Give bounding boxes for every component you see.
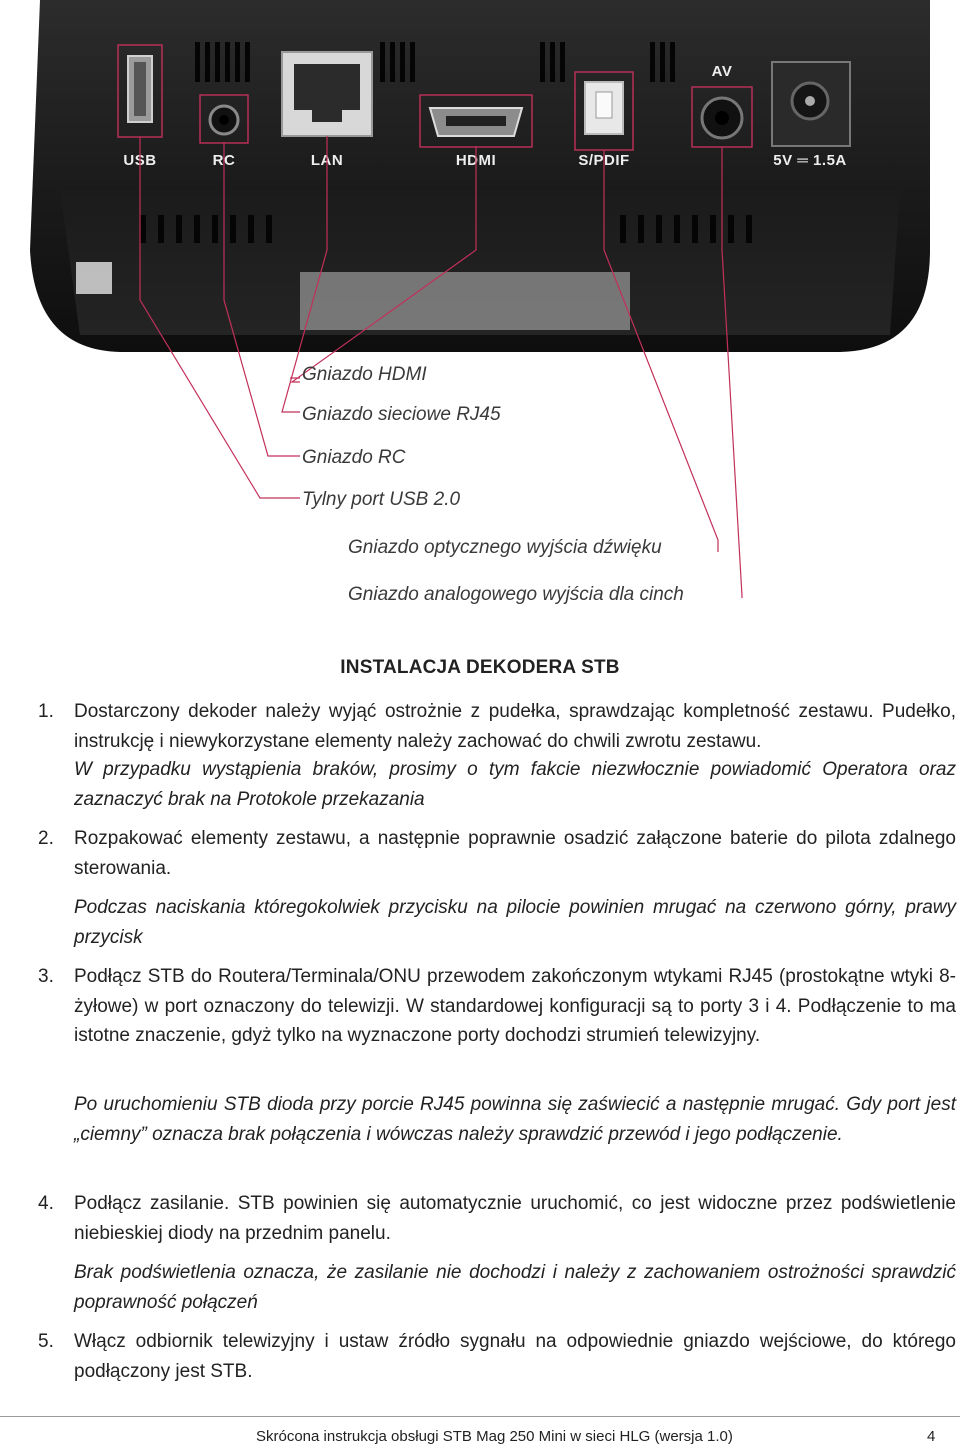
callout-rc: Gniazdo RC <box>302 447 406 468</box>
callout-labels <box>302 364 684 605</box>
port-label-spdif: S/PDIF <box>578 152 630 169</box>
port-label-lan: LAN <box>310 152 344 169</box>
step-1-text: Dostarczony dekoder należy wyjąć ostrożnie z pudełka, sprawdzając kompletność zestawu. Pudełko, instrukcję i niewykorzystane elementy należy zachować do chwili zwrotu zestawu. <box>74 701 956 752</box>
callout-rj45: Gniazdo sieciowe RJ45 <box>302 404 501 425</box>
step-1-note: W przypadku wystąpienia braków, prosimy o tym fakcie niezwłocznie powiadomić Operatora oraz zaznaczyć brak na Protokole przekazania <box>74 759 956 810</box>
lan-port <box>282 52 372 136</box>
page-number: 4 <box>927 1428 936 1445</box>
callout-analog-cinch: Gniazdo analogowego wyjścia dla cinch <box>348 584 684 605</box>
port-label-usb: USB <box>123 152 157 169</box>
step-1-number: 1. <box>38 701 54 722</box>
step-2-note: Podczas naciskania któregokolwiek przycisku na pilocie powinien mrugać na czerwono górny, prawy przycisk <box>74 897 956 948</box>
section-title: INSTALACJA DEKODERA STB <box>340 657 620 678</box>
stb-device-body <box>30 0 930 352</box>
step-3-text: Podłącz STB do Routera/Terminala/ONU przewodem zakończonym wtykami RJ45 (prostokątne wtyki 8-żyłowe) w port oznaczony do telewizji. W standardowej konfiguracji są to porty 3 i 4. Podłączenie to ma istotne znaczenie, gdyż tylko na wyznaczone porty dochodzi strumień telewizyjny. <box>74 966 956 1046</box>
port-label-power: 5V ═ 1.5A <box>773 152 847 169</box>
port-label-hdmi: HDMI <box>455 152 497 169</box>
footer-text: Skrócona instrukcja obsługi STB Mag 250 Mini w sieci HLG (wersja 1.0) <box>256 1428 733 1445</box>
callout-hdmi: Gniazdo HDMI <box>302 364 427 385</box>
power-port <box>772 62 850 146</box>
callout-optical-audio: Gniazdo optycznego wyjścia dźwięku <box>348 537 662 558</box>
port-label-av: AV <box>711 63 733 80</box>
step-4-number: 4. <box>38 1193 54 1214</box>
step-3-note: Po uruchomieniu STB dioda przy porcie RJ45 powinna się zaświecić a następnie mrugać. Gdy port jest „ciemny” oznacza brak połączenia i wówczas należy sprawdzić przewód i jego podłączenie. <box>74 1094 956 1145</box>
port-label-rc: RC <box>212 152 236 169</box>
step-4-note: Brak podświetlenia oznacza, że zasilanie nie dochodzi i należy z zachowaniem ostrożności sprawdzić poprawność połączeń <box>74 1262 956 1313</box>
step-5-text: Włącz odbiornik telewizyjny i ustaw źródło sygnału na odpowiednie gniazdo wejściowe, do którego podłączony jest STB. <box>74 1331 956 1382</box>
step-4-text: Podłącz zasilanie. STB powinien się automatycznie uruchomić, co jest widoczne przez podświetlenie niebieskiej diody na przednim panelu. <box>74 1193 956 1244</box>
device-rear-panel-figure <box>0 0 960 640</box>
callout-usb: Tylny port USB 2.0 <box>302 489 461 510</box>
step-3-number: 3. <box>38 966 54 987</box>
step-5-number: 5. <box>38 1331 54 1352</box>
footer-divider <box>0 1416 960 1417</box>
step-2-text: Rozpakować elementy zestawu, a następnie poprawnie osadzić załączone baterie do pilota zdalnego sterowania. <box>74 828 956 879</box>
step-2-number: 2. <box>38 828 54 849</box>
